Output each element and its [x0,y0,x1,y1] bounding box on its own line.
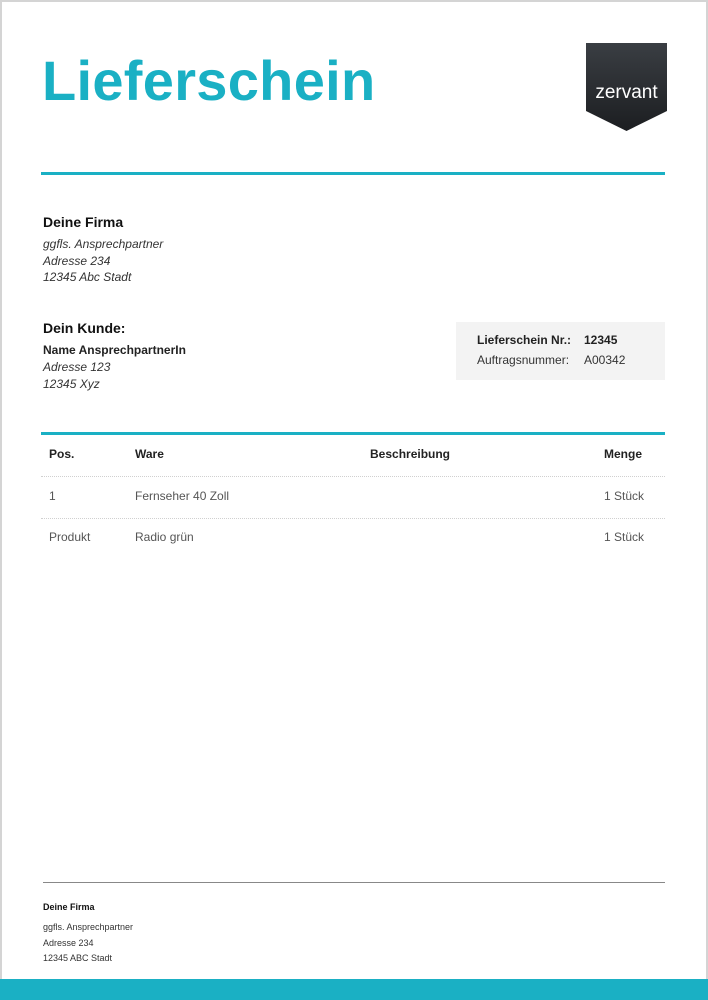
footer-line: Adresse 234 [43,937,94,948]
order-number-row [477,353,625,367]
row-1-pos: 1 [49,489,56,503]
row-1-ware: Fernseher 40 Zoll [135,489,230,503]
sender-name: Deine Firma [43,214,124,230]
delivery-note-row [477,333,617,347]
row-2-ware: Radio grün [135,530,194,544]
info-box [456,322,665,380]
customer-name: Name AnsprechpartnerIn [43,343,186,357]
order-number-value: A00342 [584,353,626,367]
sender-address [43,236,163,286]
table-top-divider [41,432,665,435]
footer-divider [43,882,665,883]
footer-company-name: Deine Firma [43,902,95,912]
sender-line: 12345 Abc Stadt [43,270,132,284]
customer-address [43,359,110,392]
zervant-logo [586,43,667,131]
row-1-menge: 1 Stück [604,489,645,503]
row-divider [41,476,665,477]
header-menge: Menge [604,447,643,461]
header-beschreibung: Beschreibung [370,447,451,461]
header-ware: Ware [135,447,164,461]
delivery-note-value: 12345 [584,333,618,347]
order-number-label: Auftragsnummer: [477,353,570,367]
delivery-note-label: Lieferschein Nr.: [477,333,572,347]
customer-line: 12345 Xyz [43,376,100,391]
bottom-accent-band [0,979,708,1000]
footer-line: ggfls. Ansprechpartner [43,922,134,932]
footer-address [43,920,133,967]
footer-line: 12345 ABC Stadt [43,953,113,963]
document-title: Lieferschein [42,49,376,112]
sender-line: Adresse 234 [43,253,111,268]
row-divider [41,518,665,519]
title-divider [41,172,665,175]
customer-line: Adresse 123 [43,360,111,374]
row-2-pos: Produkt [49,530,91,544]
logo-text: zervant [595,82,658,103]
header-pos: Pos. [49,447,75,461]
customer-heading: Dein Kunde: [43,320,126,336]
sender-line: ggfls. Ansprechpartner [43,237,164,251]
row-2-menge: 1 Stück [604,530,645,544]
